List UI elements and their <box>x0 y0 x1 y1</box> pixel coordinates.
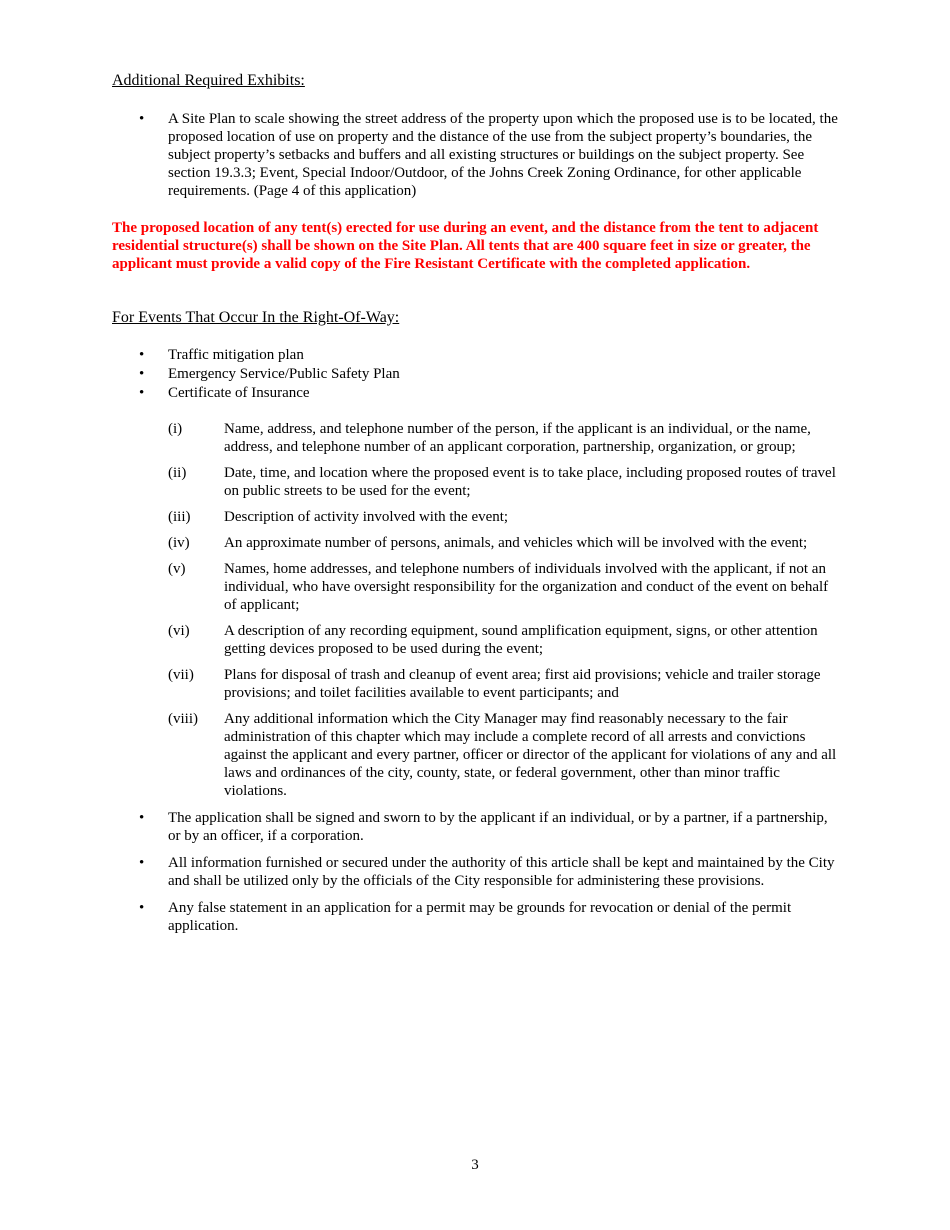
requirement-text: A description of any recording equipment, sound amplification equipment, signs, or other attention getting devices proposed to be used during the event; <box>224 623 818 657</box>
requirement-text: Description of activity involved with the event; <box>224 509 509 525</box>
requirement-text: Name, address, and telephone number of the person, if the applicant is an individual, or the name, address, and telephone number of an applicant corporation, partnership, organization, or group; <box>224 421 811 455</box>
requirement-item <box>112 420 842 456</box>
requirement-item <box>112 622 842 658</box>
exhibits-list <box>112 110 842 200</box>
list-item <box>112 384 842 402</box>
list-item-text: Emergency Service/Public Safety Plan <box>168 366 400 382</box>
requirement-text: Any additional information which the City Manager may find reasonably necessary to the fair administration of this chapter which may include a complete record of all arrests and convictions against the applicant and every partner, officer or director of the applicant for violations of any and all laws and ordinances of the city, county, state, or federal government, other than minor traffic violations. <box>224 711 837 799</box>
requirement-text: Date, time, and location where the proposed event is to take place, including proposed routes of travel on public streets to be used for the event; <box>224 465 836 499</box>
document-body <box>112 71 842 935</box>
requirement-number: (iii) <box>168 509 191 525</box>
list-item <box>112 899 842 935</box>
bullet-icon: • <box>139 900 145 916</box>
list-item <box>112 854 842 890</box>
requirement-item <box>112 560 842 614</box>
requirement-item <box>112 710 842 800</box>
requirement-item <box>112 464 842 500</box>
list-item-text: Any false statement in an application for a permit may be grounds for revocation or denial of the permit application. <box>168 900 792 934</box>
list-item <box>112 365 842 383</box>
requirement-text: Names, home addresses, and telephone numbers of individuals involved with the applicant, if not an individual, who have oversight responsibility for the organization and conduct of the event on behalf of applicant; <box>224 561 829 613</box>
requirement-item <box>112 508 842 526</box>
page-number: 3 <box>471 1157 479 1173</box>
list-item-text: All information furnished or secured under the authority of this article shall be kept and maintained by the City and shall be utilized only by the officials of the City responsible for administering these provisions. <box>168 855 835 889</box>
list-item <box>112 346 842 364</box>
bullet-icon: • <box>139 347 145 363</box>
requirement-number: (i) <box>168 421 183 437</box>
list-item <box>112 110 842 200</box>
requirement-number: (viii) <box>168 711 198 727</box>
site-plan-text: A Site Plan to scale showing the street address of the property upon which the proposed use is to be located, the proposed location of use on property and the distance of the use from the subject property’s boundaries, the subject property’s setbacks and buffers and all existing structures or buildings on the subject property. See section 19.3.3; Event, Special Indoor/Outdoor, of the Johns Creek Zoning Ordinance, for other applicable requirements. (Page 4 of this application) <box>168 111 838 199</box>
requirement-item <box>112 666 842 702</box>
requirement-text: Plans for disposal of trash and cleanup of event area; first aid provisions; vehicle and trailer storage provisions; and toilet facilities available to event participants; and <box>224 667 821 701</box>
exhibits-heading: Additional Required Exhibits: <box>112 72 305 89</box>
requirement-number: (ii) <box>168 465 187 481</box>
requirement-item <box>112 534 842 552</box>
tent-warning: The proposed location of any tent(s) erected for use during an event, and the distance from the tent to adjacent residential structure(s) shall be shown on the Site Plan. All tents that are 400 square feet in size or greater, the applicant must provide a valid copy of the Fire Resistant Certificate with the completed application. <box>112 220 819 272</box>
list-item-text: Certificate of Insurance <box>168 385 310 401</box>
right-of-way-heading: For Events That Occur In the Right-Of-Way: <box>112 309 400 326</box>
list-item-text: The application shall be signed and sworn to by the applicant if an individual, or by a partner, if a partnership, or by an officer, if a corporation. <box>168 810 828 844</box>
list-item-text: Traffic mitigation plan <box>168 347 304 363</box>
list-item <box>112 809 842 845</box>
right-of-way-list <box>112 346 842 402</box>
requirement-number: (vi) <box>168 623 190 639</box>
bullet-icon: • <box>139 366 145 382</box>
application-requirements-list <box>112 420 842 800</box>
bullet-icon: • <box>139 385 145 401</box>
requirement-number: (v) <box>168 561 186 577</box>
requirement-number: (vii) <box>168 667 194 683</box>
bullet-icon: • <box>139 855 145 871</box>
bullet-icon: • <box>139 111 145 127</box>
bullet-icon: • <box>139 810 145 826</box>
requirement-number: (iv) <box>168 535 190 551</box>
closing-list <box>112 809 842 935</box>
requirement-text: An approximate number of persons, animals, and vehicles which will be involved with the event; <box>224 535 808 551</box>
